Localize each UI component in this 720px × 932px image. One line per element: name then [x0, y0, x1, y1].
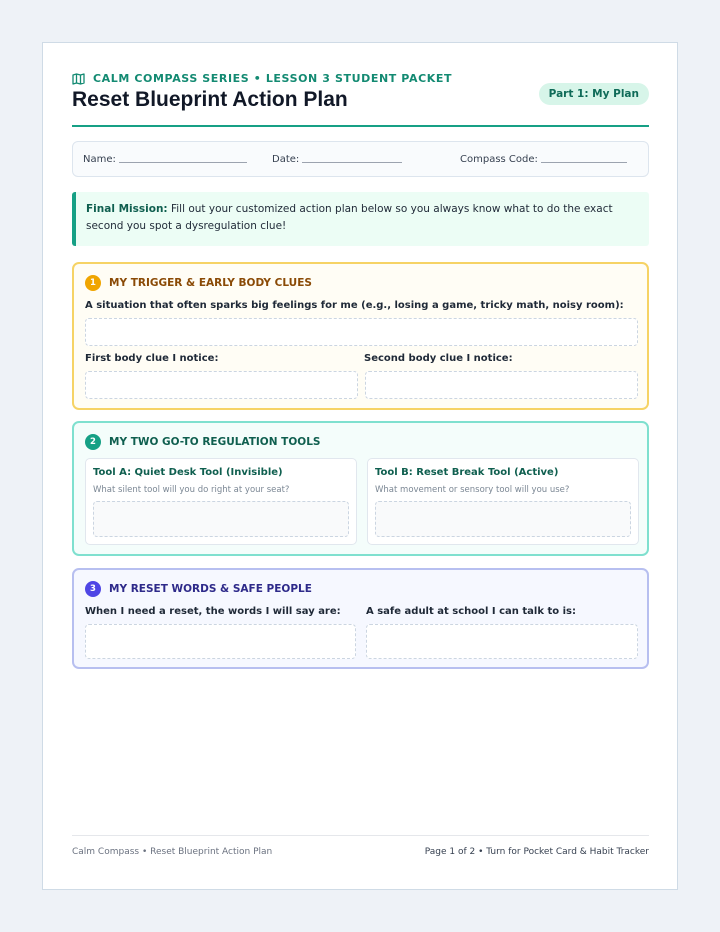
tool-b-prompt: What movement or sensory tool will you use?: [375, 485, 570, 495]
series-text: CALM COMPASS SERIES • LESSON 3 STUDENT PACKET: [93, 72, 453, 85]
trigger-answer-box[interactable]: [85, 318, 638, 346]
reset-words-section: [72, 568, 649, 669]
safe-adult-box[interactable]: [366, 624, 638, 659]
second-clue-label: Second body clue I notice:: [364, 353, 513, 364]
date-field[interactable]: [272, 142, 402, 176]
final-mission-callout: [72, 192, 649, 246]
page-title: Reset Blueprint Action Plan: [72, 88, 348, 111]
reset-words-label: When I need a reset, the words I will say are:: [85, 606, 341, 617]
name-field[interactable]: [83, 142, 247, 176]
tool-b-title: Tool B: Reset Break Tool (Active): [375, 467, 559, 478]
second-clue-box[interactable]: [365, 371, 638, 399]
compass-code-label: Compass Code:: [460, 153, 538, 165]
first-clue-box[interactable]: [85, 371, 358, 399]
worksheet-page: [42, 42, 678, 890]
series-line: [72, 72, 452, 85]
tool-a-title: Tool A: Quiet Desk Tool (Invisible): [93, 467, 283, 478]
reset-section-header: [85, 581, 312, 597]
map-icon: [72, 73, 85, 85]
page-footer: [72, 835, 649, 861]
reset-section-title: MY RESET WORDS & SAFE PEOPLE: [109, 583, 312, 595]
footer-right: Page 1 of 2 • Turn for Pocket Card & Habit Tracker: [424, 847, 649, 857]
trigger-section-header: [85, 275, 312, 291]
trigger-section-title: MY TRIGGER & EARLY BODY CLUES: [109, 277, 312, 289]
tools-section-title: MY TWO GO-TO REGULATION TOOLS: [109, 436, 321, 448]
tools-section-header: [85, 434, 320, 450]
tool-a-prompt: What silent tool will you do right at your seat?: [93, 485, 290, 495]
date-label: Date:: [272, 153, 300, 165]
section-number-badge: 2: [85, 434, 101, 450]
tool-a-card: [85, 458, 357, 545]
trigger-section: [72, 262, 649, 410]
name-label: Name:: [83, 153, 116, 165]
trigger-prompt: A situation that often sparks big feelings for me (e.g., losing a game, tricky math, noisy room):: [85, 300, 624, 311]
reset-words-box[interactable]: [85, 624, 356, 659]
compass-code-field[interactable]: [460, 142, 627, 176]
mission-text: Fill out your customized action plan below so you always know what to do the exact second you spot a dysregulation clue!: [86, 203, 613, 232]
name-line[interactable]: [119, 162, 247, 163]
student-info-bar: [72, 141, 649, 177]
section-number-badge: 1: [85, 275, 101, 291]
first-clue-label: First body clue I notice:: [85, 353, 219, 364]
compass-code-line[interactable]: [541, 162, 627, 163]
tool-a-answer-box[interactable]: [93, 501, 349, 537]
regulation-tools-section: [72, 421, 649, 556]
safe-adult-label: A safe adult at school I can talk to is:: [366, 606, 576, 617]
mission-lead: Final Mission:: [86, 203, 168, 215]
footer-left: Calm Compass • Reset Blueprint Action Plan: [72, 847, 273, 857]
part-badge: Part 1: My Plan: [539, 83, 649, 105]
date-line[interactable]: [302, 162, 402, 163]
section-number-badge: 3: [85, 581, 101, 597]
page-header: [72, 71, 649, 127]
tool-b-card: [367, 458, 639, 545]
tool-b-answer-box[interactable]: [375, 501, 631, 537]
